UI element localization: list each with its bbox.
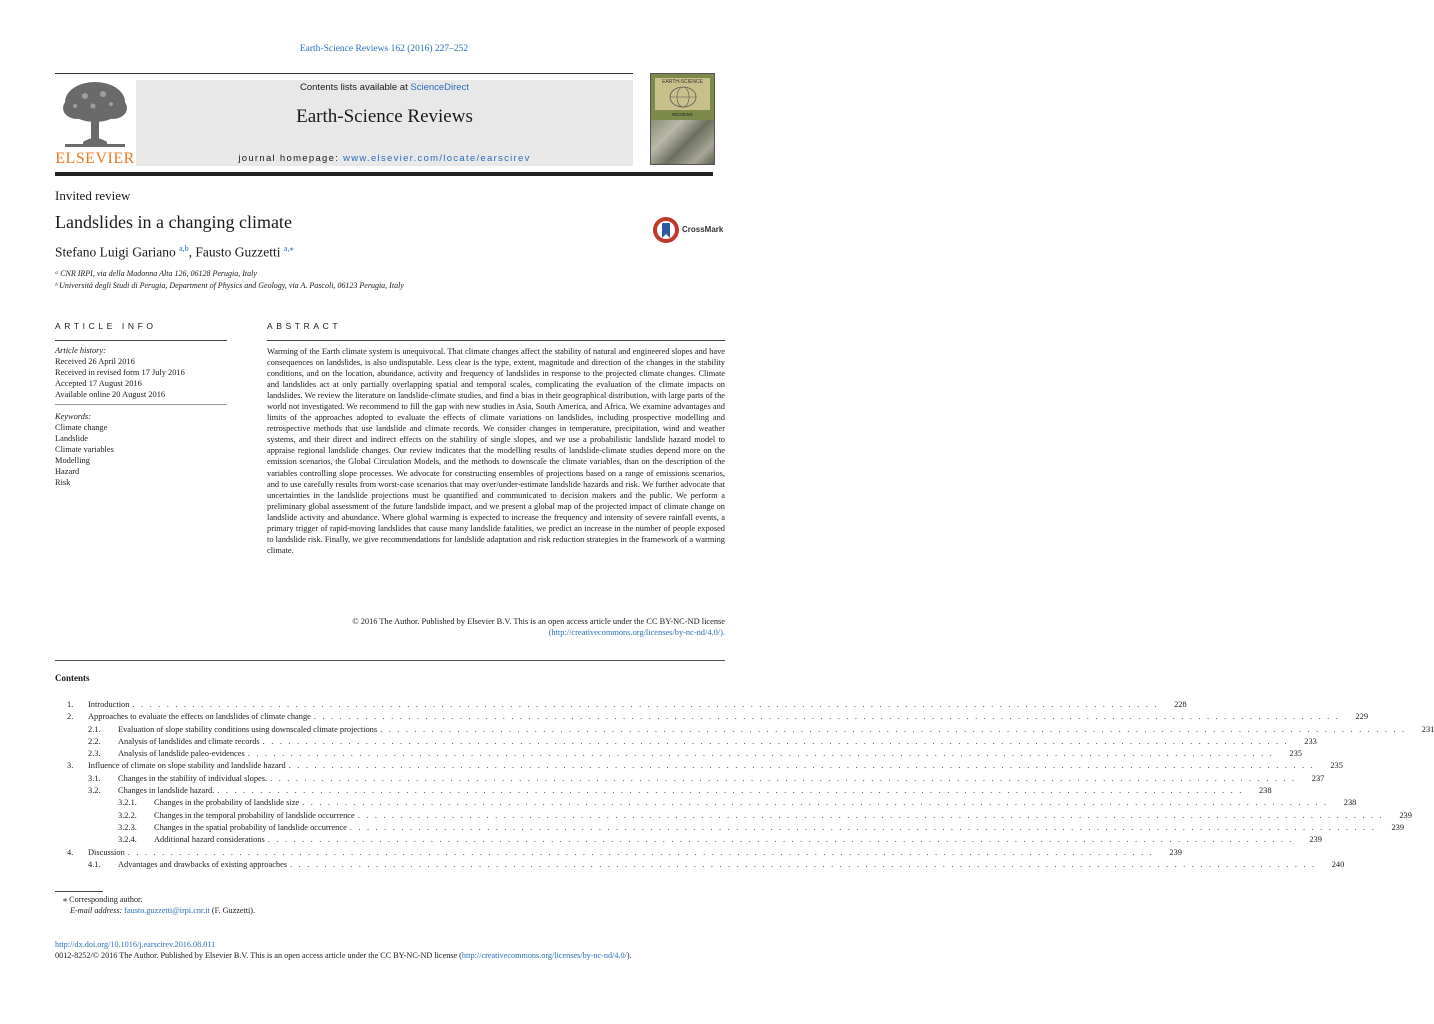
crossmark-badge[interactable] (652, 216, 732, 246)
toc-entry[interactable] (55, 822, 1405, 834)
toc-number: 1. (67, 700, 74, 709)
toc-title[interactable]: Changes in the probability of landslide size (154, 798, 300, 808)
keyword: Risk (55, 478, 71, 487)
toc-leader-dots: . . . . . . . . . . . . . . . . . . . . . . . . . . . . . . . . . . . . . . . . . . . . . . . . . . . . . . . . . . . . . . . . . . . . . . . . . . . . . . . . . . . . . . . . . . . . . . . . . . . . . . . . . . . . . . . . . . . . . . . . (288, 761, 1315, 771)
toc-number: 3.2.3. (118, 822, 137, 832)
toc-leader-dots: . . . . . . . . . . . . . . . . . . . . . . . . . . . . . . . . . . . . . . . . . . . . . . . . . . . . . . . . . . . . . . . . . . . . . . . . . . . . . . . . . . . . . . . . . . . . . . . . . . . . . . . . . . . . . . . . . . . . . . . . (247, 749, 1274, 759)
cover-rock-photo (651, 120, 714, 164)
toc-page-number: 239 (1391, 822, 1405, 832)
journal-cover-thumbnail[interactable] (650, 73, 715, 165)
toc-entry[interactable] (55, 773, 1325, 785)
toc-entry[interactable] (55, 810, 1412, 822)
keywords-list (55, 411, 227, 488)
history-entry: Accepted 17 August 2016 (55, 379, 142, 388)
toc-leader-dots: . . . . . . . . . . . . . . . . . . . . . . . . . . . . . . . . . . . . . . . . . . . . . . . . . . . . . . . . . . . . . . . . . . . . . . . . . . . . . . . . . . . . . . . . . . . . . . . . . . . . . . . . . . . . . . . . . . . . . . . . (217, 786, 1244, 796)
license-footer-suffix: ). (626, 951, 632, 960)
globe-icon (668, 86, 698, 108)
toc-entry[interactable] (55, 748, 1302, 760)
author-separator: , (188, 244, 196, 260)
toc-title[interactable]: Approaches to evaluate the effects on landslides of climate change (88, 712, 311, 722)
toc-leader-dots: . . . . . . . . . . . . . . . . . . . . . . . . . . . . . . . . . . . . . . . . . . . . . . . . . . . . . . . . . . . . . . . . . . . . . . . . . . . . . . . . . . . . . . . . . . . . . . . . . . . . . . . . . . . . . . . . . . . . . . . . (357, 810, 1384, 820)
toc-page-number: 233 (1304, 736, 1317, 746)
journal-citation-link[interactable]: Earth-Science Reviews 162 (2016) 227–252 (299, 44, 469, 54)
contents-prefix: Contents lists available at (300, 82, 411, 93)
affiliation-a: ᵃ CNR IRPI, via della Madonna Alta 126, 06128 Perugia, Italy (55, 269, 257, 278)
keyword: Modelling (55, 456, 90, 465)
toc-number: 4.1. (88, 859, 101, 869)
toc-title[interactable]: Additional hazard considerations (154, 835, 265, 845)
header-bottom-rule (55, 172, 713, 176)
toc-number: 3.2. (88, 786, 101, 796)
toc-page-number: 235 (1289, 749, 1302, 759)
toc-leader-dots: . . . . . . . . . . . . . . . . . . . . . . . . . . . . . . . . . . . . . . . . . . . . . . . . . . . . . . . . . . . . . . . . . . . . . . . . . . . . . . . . . . . . . . . . . . . . . . . . . . . . . . . . . . . . . . . . . . . . . . . . (127, 847, 1154, 857)
elsevier-logo[interactable] (55, 78, 135, 170)
keyword: Climate variables (55, 445, 114, 454)
journal-title: Earth-Science Reviews (296, 106, 473, 127)
author-affiliation-sup[interactable]: a,⁎ (283, 244, 294, 253)
article-title: Landslides in a changing climate (55, 212, 292, 232)
toc-entry[interactable] (55, 797, 1357, 809)
license-footer (55, 951, 632, 960)
toc-title[interactable]: Discussion (88, 847, 125, 857)
toc-number: 3.2.1. (118, 798, 137, 808)
toc-leader-dots: . . . . . . . . . . . . . . . . . . . . . . . . . . . . . . . . . . . . . . . . . . . . . . . . . . . . . . . . . . . . . . . . . . . . . . . . . . . . . . . . . . . . . . . . . . . . . . . . . . . . . . . . . . . . . . . . . . . . . . . . (380, 724, 1407, 734)
crossmark-icon (652, 216, 680, 244)
keyword: Hazard (55, 467, 80, 476)
affiliation-b: ᵇ Università degli Studi di Perugia, Department of Physics and Geology, via A. Pascoli, 06123 Perugia, Italy (55, 281, 404, 290)
abstract-rule (267, 340, 725, 341)
contents-heading: Contents (55, 673, 90, 683)
author-name[interactable]: Stefano Luigi Gariano (55, 244, 176, 260)
contents-available-line (136, 82, 633, 93)
email-footnote (70, 906, 255, 915)
toc-entry[interactable] (55, 736, 1317, 748)
toc-number: 3.2.2. (118, 810, 137, 820)
toc-title[interactable]: Changes in the spatial probability of landslide occurrence (154, 822, 347, 832)
abstract-copyright (267, 616, 725, 638)
toc-number: 2.1. (88, 724, 101, 734)
history-entry: Received 26 April 2016 (55, 357, 135, 366)
doi-link[interactable]: http://dx.doi.org/10.1016/j.earscirev.2016.08.011 (55, 940, 216, 949)
toc-leader-dots: . . . . . . . . . . . . . . . . . . . . . . . . . . . . . . . . . . . . . . . . . . . . . . . . . . . . . . . . . . . . . . . . . . . . . . . . . . . . . . . . . . . . . . . . . . . . . . . . . . . . . . . . . . . . . . . . . . . . . . . . (132, 700, 1159, 709)
article-info-divider (55, 404, 227, 405)
author-name[interactable]: Fausto Guzzetti (195, 244, 281, 260)
toc-page-number: 237 (1311, 773, 1325, 783)
keywords-label: Keywords: (55, 412, 91, 421)
toc-leader-dots: . . . . . . . . . . . . . . . . . . . . . . . . . . . . . . . . . . . . . . . . . . . . . . . . . . . . . . . . . . . . . . . . . . . . . . . . . . . . . . . . . . . . . . . . . . . . . . . . . . . . . . . . . . . . . . . . . . . . . . . . (262, 736, 1289, 746)
license-footer-link[interactable]: http://creativecommons.org/licenses/by-nc-nd/4.0/ (461, 951, 627, 960)
elsevier-wordmark: ELSEVIER (55, 150, 135, 167)
toc-title[interactable]: Changes in landslide hazard. (118, 786, 215, 796)
license-footer-text: 0012-8252/© 2016 The Author. Published by Elsevier B.V. This is an open access article under the CC BY-NC-ND license ( (55, 951, 462, 960)
copyright-text: © 2016 The Author. Published by Elsevier B.V. This is an open access article under the CC BY-NC-ND license (352, 617, 725, 626)
toc-title[interactable]: Evaluation of slope stability conditions using downscaled climate projections (118, 724, 378, 734)
history-entry: Available online 20 August 2016 (55, 390, 166, 399)
email-suffix: (F. Guzzetti). (209, 906, 256, 915)
toc-page-number: 229 (1355, 712, 1369, 722)
toc-title[interactable]: Changes in the stability of individual slopes. (118, 773, 268, 783)
toc-title[interactable]: Influence of climate on slope stability and landslide hazard (88, 761, 286, 771)
toc-number: 4. (67, 847, 74, 857)
toc-leader-dots: . . . . . . . . . . . . . . . . . . . . . . . . . . . . . . . . . . . . . . . . . . . . . . . . . . . . . . . . . . . . . . . . . . . . . . . . . . . . . . . . . . . . . . . . . . . . . . . . . . . . . . . . . . . . . . . . . . . . . . . . (290, 859, 1317, 869)
toc-page-number: 239 (1169, 847, 1182, 857)
toc-entry[interactable] (55, 834, 1322, 846)
email-link[interactable]: fausto.guzzetti@irpi.cnr.it (124, 906, 210, 915)
article-info-rule (55, 340, 227, 341)
contents-rule (55, 660, 725, 661)
toc-title[interactable]: Advantages and drawbacks of existing approaches (118, 859, 288, 869)
toc-entry[interactable] (55, 724, 1434, 736)
toc-page-number: 240 (1331, 859, 1345, 869)
toc-entry[interactable] (55, 785, 1272, 797)
toc-number: 2.3. (88, 749, 101, 759)
authors-line (55, 244, 293, 261)
sciencedirect-link[interactable]: ScienceDirect (410, 82, 469, 93)
author-affiliation-sup[interactable]: a,b (179, 244, 189, 253)
toc-page-number: 239 (1309, 835, 1322, 845)
keyword: Climate change (55, 423, 108, 432)
footnote-rule (55, 891, 103, 892)
abstract-text: Warming of the Earth climate system is unequivocal. That climate changes affect the stability of natural and engineered slopes and have consequences on landslides, is also undisputable. Less clear is the type, extent, magnitude and direction of the changes in the stability conditions, and on the location, abundance, activity and frequency of landslides in response to the projected climate changes. Climate and landslides act at only partially overlapping spatial and temporal scales, complicating the evaluation of the climate impacts on landslides. We review the literature on landslide-climate studies, and find a bias in their geographical distribution, with large parts of the world not investigated. We recommend to fill the gap with new studies in Asia, South America, and Africa. We examine advantages and limits of the approaches adopted to evaluate the effects of climate variations on landslides, including prospective modelling and retrospective methods that use landslide and climate records. We consider changes in temperature, precipitation, wind and weather systems, and their direct and indirect effects on the stability of single slopes, and we use a probabilistic landslide hazard model to appraise regional landslide changes. Our review indicates that the modelling results of landslide-climate studies depend more on the emission scenarios, the Global Circulation Models, and the methods to downscale the climate variables, than on the description of the variables controlling slope processes. We advocate for constructing ensembles of projections based on a range of emissions scenarios, and to use carefully results from worst-case scenarios that may over/under-estimate landslide hazards and risk. We further advocate that uncertainties in the landslide projections must be quantified and communicated to decision makers and the public. We perform a preliminary global assessment of the future landslide impact, and we present a global map of the projected impact of climate change on landslide activity and abundance. Where global warming is expected to increase the frequency and intensity of severe rainfall events, a primary trigger of rapid-moving landslides that cause many landslide fatalities, we predict an increase in the number of people exposed to landslide risk. Finally, we give recommendations for landslide adaptation and risk reduction strategies in the framework of a warming climate. (267, 347, 725, 555)
keyword: Landslide (55, 434, 89, 443)
toc-entry[interactable] (55, 847, 1182, 859)
toc-leader-dots: . . . . . . . . . . . . . . . . . . . . . . . . . . . . . . . . . . . . . . . . . . . . . . . . . . . . . . . . . . . . . . . . . . . . . . . . . . . . . . . . . . . . . . . . . . . . . . . . . . . . . . . . . . . . . . . . . . . . . . . . (302, 798, 1329, 808)
cover-subtitle: REVIEWS (672, 112, 693, 117)
article-info-heading: ARTICLE INFO (55, 321, 157, 331)
toc-page-number: 235 (1330, 761, 1343, 771)
toc-page-number: 238 (1343, 798, 1357, 808)
toc-title[interactable]: Introduction (88, 700, 130, 709)
toc-page-number: 228 (1174, 700, 1187, 709)
toc-page-number: 239 (1399, 810, 1412, 820)
toc-leader-dots: . . . . . . . . . . . . . . . . . . . . . . . . . . . . . . . . . . . . . . . . . . . . . . . . . . . . . . . . . . . . . . . . . . . . . . . . . . . . . . . . . . . . . . . . . . . . . . . . . . . . . . . . . . . . . . . . . . . . . . . . (349, 822, 1377, 832)
journal-homepage-line (136, 153, 633, 164)
cover-title: EARTH-SCIENCE (662, 79, 703, 85)
toc-number: 3. (67, 761, 74, 771)
history-entry: Received in revised form 17 July 2016 (55, 368, 185, 377)
toc-entry[interactable] (55, 699, 1187, 711)
email-label: E-mail address: (70, 906, 125, 915)
journal-homepage-link[interactable]: www.elsevier.com/locate/earscirev (343, 153, 531, 164)
crossmark-label: CrossMark (682, 225, 724, 234)
article-type: Invited review (55, 188, 131, 203)
article-history-label: Article history: (55, 346, 106, 355)
corresponding-author-note: ⁎ Corresponding author. (63, 895, 143, 904)
homepage-prefix: journal homepage: (238, 153, 344, 164)
toc-title[interactable]: Analysis of landslide paleo-evidences (118, 749, 245, 759)
license-link[interactable]: (http://creativecommons.org/licenses/by-nc-nd/4.0/). (548, 628, 725, 637)
toc-page-number: 231 (1421, 724, 1434, 734)
toc-number: 2. (67, 712, 74, 722)
toc-number: 3.2.4. (118, 835, 137, 845)
toc-title[interactable]: Changes in the temporal probability of landslide occurrence (154, 810, 355, 820)
toc-leader-dots: . . . . . . . . . . . . . . . . . . . . . . . . . . . . . . . . . . . . . . . . . . . . . . . . . . . . . . . . . . . . . . . . . . . . . . . . . . . . . . . . . . . . . . . . . . . . . . . . . . . . . . . . . . . . . . . . . . . . . . . . (267, 835, 1294, 845)
toc-entry[interactable] (55, 859, 1345, 871)
abstract-heading: ABSTRACT (267, 321, 342, 331)
toc-entry[interactable] (55, 760, 1343, 772)
toc-page-number: 238 (1258, 786, 1272, 796)
toc-number: 2.2. (88, 736, 101, 746)
toc-leader-dots: . . . . . . . . . . . . . . . . . . . . . . . . . . . . . . . . . . . . . . . . . . . . . . . . . . . . . . . . . . . . . . . . . . . . . . . . . . . . . . . . . . . . . . . . . . . . . . . . . . . . . . . . . . . . . . . . . . . . . . . . (270, 773, 1297, 783)
article-history (55, 345, 227, 400)
toc-number: 3.1. (88, 773, 101, 783)
toc-title[interactable]: Analysis of landslides and climate records (118, 736, 260, 746)
toc-leader-dots: . . . . . . . . . . . . . . . . . . . . . . . . . . . . . . . . . . . . . . . . . . . . . . . . . . . . . . . . . . . . . . . . . . . . . . . . . . . . . . . . . . . . . . . . . . . . . . . . . . . . . . . . . . . . . . . . . . . . . . . . (313, 712, 1341, 722)
toc-entry[interactable] (55, 711, 1369, 723)
table-of-contents (55, 699, 1434, 871)
header-top-rule (55, 73, 633, 74)
